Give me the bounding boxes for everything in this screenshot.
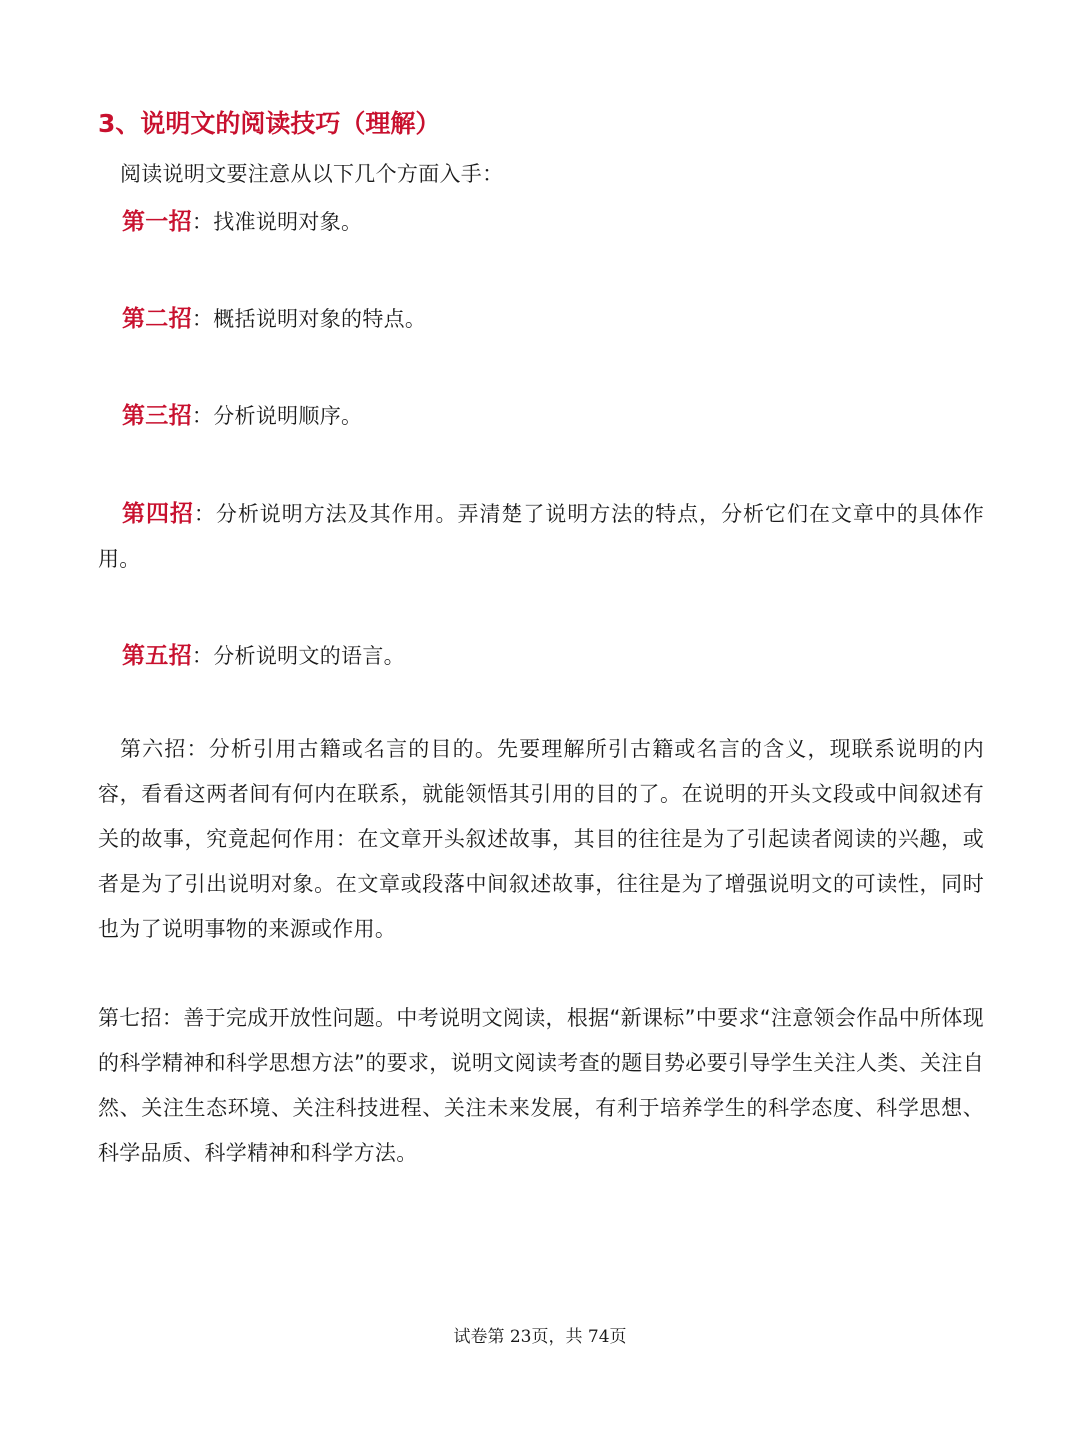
tip-1-colon: ： (191, 210, 214, 234)
tip-4-text: 分析说明方法及其作用。弄清楚了说明方法的特点，分析它们在文章中的具体作用。 (98, 502, 984, 571)
tip-2 (98, 297, 984, 342)
tip-1-text: 找准说明对象。 (213, 210, 363, 234)
tip-3-colon: ： (191, 404, 214, 428)
tip-4-colon: ： (193, 502, 216, 526)
tip-3 (98, 394, 984, 439)
tip-5-colon: ： (191, 644, 214, 668)
tip-5 (98, 634, 984, 679)
tip-2-colon: ： (191, 307, 214, 331)
tip-6-paragraph: 第六招：分析引用古籍或名言的目的。先要理解所引古籍或名言的含义，现联系说明的内容，看看这两者间有何内在联系，就能领悟其引用的目的了。在说明的开头文段或中间叙述有关的故事，究竟起何作用：在文章开头叙述故事，其目的往往是为了引起读者阅读的兴趣，或者是为了引出说明对象。在文章或段落中间叙述故事，往往是为了增强说明文的可读性，同时也为了说明事物的来源或作用。 (98, 737, 984, 941)
tip-1-label: 第一招 (122, 209, 192, 235)
tip-1 (98, 200, 984, 245)
tip-3-text: 分析说明顺序。 (213, 404, 363, 428)
intro-text: 阅读说明文要注意从以下几个方面入手： (120, 162, 504, 186)
tip-5-text: 分析说明文的语言。 (213, 644, 405, 668)
tip-3-label: 第三招 (122, 403, 192, 429)
tip-2-label: 第二招 (122, 306, 192, 332)
tip-5-label: 第五招 (122, 643, 192, 669)
tip-4 (98, 492, 984, 582)
section-heading: 3、说明文的阅读技巧（理解） (98, 109, 441, 138)
tip-7-paragraph: 第七招：善于完成开放性问题。中考说明文阅读，根据“新课标”中要求“注意领会作品中所体现的科学精神和科学思想方法”的要求，说明文阅读考查的题目势必要引导学生关注人类、关注自然、关注生态环境、关注科技进程、关注未来发展，有利于培养学生的科学态度、科学思想、科学品质、科学精神和科学方法。 (98, 1006, 984, 1165)
tip-4-label: 第四招 (122, 501, 194, 527)
tip-2-text: 概括说明对象的特点。 (213, 307, 427, 331)
page-footer: 试卷第 23页，共 74页 (453, 1327, 627, 1347)
